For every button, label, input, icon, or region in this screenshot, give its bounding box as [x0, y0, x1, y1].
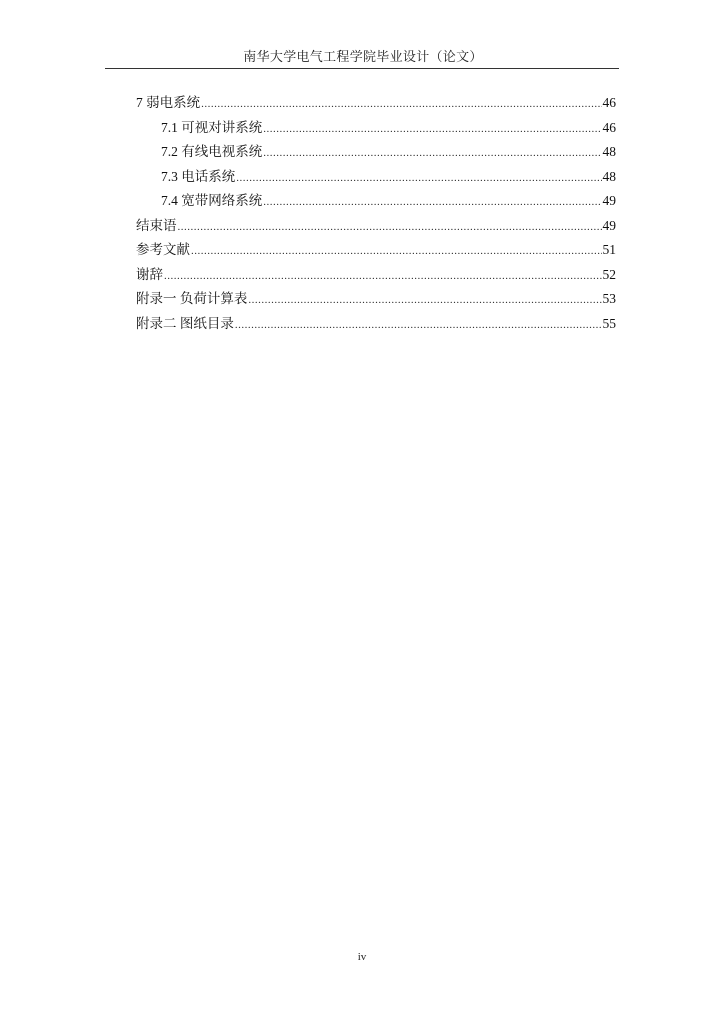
toc-entry-page: 49 [602, 193, 616, 208]
toc-entry-page: 48 [602, 144, 616, 159]
toc-leader-dots [201, 92, 601, 117]
toc-entry-title: 7 弱电系统 [136, 95, 201, 110]
toc-entry-page: 49 [602, 217, 616, 233]
toc-entry-title: 谢辞 [136, 266, 163, 282]
running-header: 南华大学电气工程学院毕业设计（论文） [243, 49, 483, 64]
page-number: iv [357, 951, 367, 963]
toc-leader-dots [164, 264, 602, 289]
toc-entry-title: 7.2 有线电视系统 [161, 144, 263, 159]
toc-entry-7[interactable] [136, 91, 616, 116]
toc-leader-dots [263, 117, 601, 142]
toc-entry-page: 46 [602, 119, 616, 135]
toc-entry-page: 53 [602, 291, 616, 306]
toc-entry-conclusion[interactable] [136, 214, 616, 239]
toc-leader-dots [191, 239, 602, 264]
toc-leader-dots [263, 141, 601, 166]
toc-leader-dots [263, 190, 601, 215]
toc-leader-dots [236, 166, 601, 191]
toc-entry-title: 参考文献 [136, 242, 190, 257]
toc-entry-acknowledgements[interactable] [136, 263, 616, 288]
toc-entry-title: 7.4 宽带网络系统 [161, 193, 263, 208]
toc-leader-dots [248, 288, 601, 313]
toc-entry-7-3[interactable] [136, 165, 616, 190]
toc-entry-title: 附录一 负荷计算表 [136, 291, 248, 306]
toc-entry-7-4[interactable] [136, 189, 616, 214]
toc-leader-dots [235, 313, 602, 338]
toc-entry-page: 46 [602, 95, 616, 110]
toc-entry-page: 48 [602, 168, 616, 184]
toc-entry-references[interactable] [136, 238, 616, 263]
toc-entry-title: 结束语 [136, 217, 177, 233]
header-divider [105, 68, 619, 69]
toc-entry-appendix-2[interactable] [136, 312, 616, 337]
toc-entry-page: 51 [602, 242, 616, 257]
table-of-contents [136, 91, 616, 336]
toc-entry-7-2[interactable] [136, 140, 616, 165]
toc-entry-7-1[interactable] [136, 116, 616, 141]
toc-entry-title: 7.1 可视对讲系统 [161, 119, 263, 135]
toc-leader-dots [178, 215, 602, 240]
toc-entry-page: 55 [602, 315, 616, 331]
toc-entry-appendix-1[interactable] [136, 287, 616, 312]
toc-entry-title: 7.3 电话系统 [161, 168, 236, 184]
toc-entry-page: 52 [602, 266, 616, 282]
toc-entry-title: 附录二 图纸目录 [136, 315, 234, 331]
